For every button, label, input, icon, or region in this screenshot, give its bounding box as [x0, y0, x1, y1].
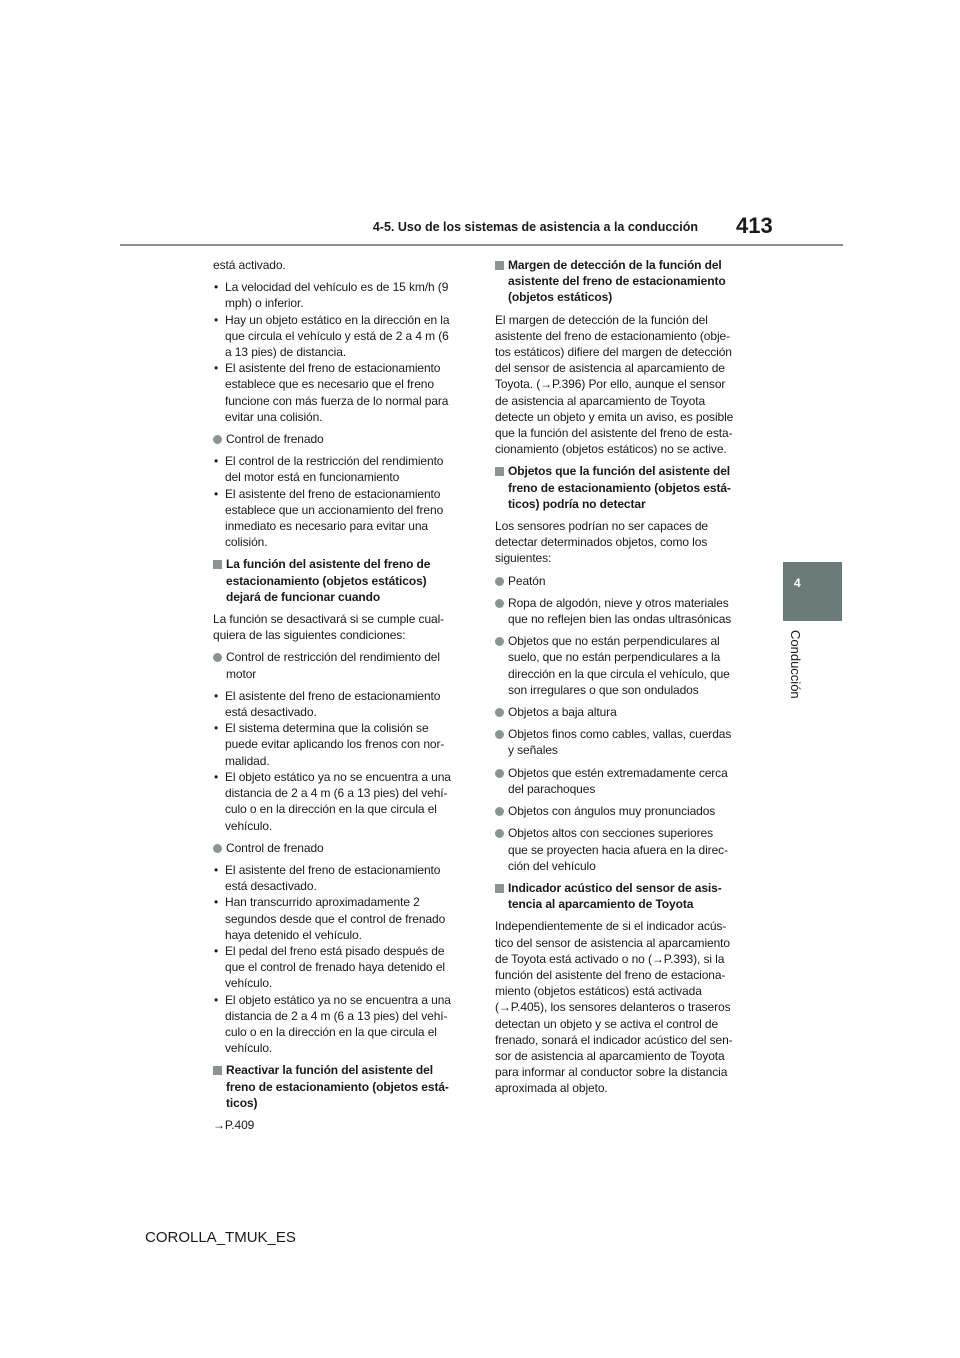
- text-line: El margen de detección de la función del: [495, 312, 708, 327]
- text-line: distancia de 2 a 4 m (6 a 13 pies) del vehí-: [225, 786, 448, 801]
- text-line: La velocidad del vehículo es de 15 km/h (9: [225, 280, 449, 295]
- text-line: está activado.: [213, 258, 286, 272]
- bullet-dot-icon: •: [214, 486, 219, 501]
- text-line: Control de frenado: [226, 840, 324, 855]
- text-line: está desactivado.: [225, 879, 317, 894]
- text-line: para informar al conductor sobre la distancia: [495, 1065, 728, 1080]
- sub-item: [213, 862, 481, 894]
- sub-item: [213, 360, 481, 425]
- bullet-dot-icon: •: [214, 454, 219, 469]
- text-line: Toyota. (→P.396) Por ello, aunque el sensor: [495, 377, 726, 392]
- text-line: El objeto estático ya no se encuentra a una: [225, 769, 451, 784]
- text-line: Objetos que no están perpendiculares al: [508, 634, 720, 649]
- circle-bullet-icon: [213, 435, 222, 444]
- text-line: haya detenido el vehículo.: [225, 927, 362, 942]
- text-line: Los sensores podrían no ser capaces de: [495, 519, 709, 534]
- text-line: dejará de funcionar cuando: [226, 589, 381, 604]
- text-line: Independientemente de si el indicador acús-: [495, 919, 727, 934]
- bullet-item: [495, 704, 761, 720]
- paragraph: [495, 518, 761, 567]
- text-line: que se proyecten hacia afuera en la direc-: [508, 842, 728, 857]
- text-line: siguientes:: [495, 551, 552, 566]
- text-line: (→P.405), los sensores delanteros o traseros: [495, 1000, 731, 1015]
- text-line: son irregulares o que son ondulados: [508, 682, 699, 697]
- sub-item: [213, 312, 481, 361]
- text-line: que no reflejen bien las ondas ultrasónicas: [508, 612, 732, 627]
- bullet-item: [495, 726, 761, 758]
- square-bullet-icon: [213, 1066, 222, 1075]
- text-line: El control de la restricción del rendimiento: [225, 454, 444, 469]
- text-line: frenado, sonará el indicador acústico del sen-: [495, 1032, 733, 1047]
- text-line: a 13 pies) de distancia.: [225, 345, 347, 360]
- text-line: inmediato es necesario para evitar una: [225, 519, 428, 534]
- section-heading: [213, 1062, 481, 1111]
- text-line: ticos): [226, 1095, 258, 1110]
- right-column: [495, 257, 761, 1103]
- text-line: Objetos que la función del asistente del: [508, 464, 731, 479]
- circle-bullet-icon: [213, 844, 222, 853]
- bullet-item: [495, 765, 761, 797]
- text-line: Peatón: [508, 573, 546, 588]
- text-line: función del asistente del freno de estaciona-: [495, 967, 726, 982]
- paragraph: [213, 1117, 481, 1133]
- text-line: El asistente del freno de estacionamiento: [225, 688, 441, 703]
- text-line: aproximada al objeto.: [495, 1081, 608, 1096]
- text-line: freno de estacionamiento (objetos está-: [226, 1079, 449, 1094]
- text-line: Indicador acústico del sensor de asis-: [508, 880, 722, 895]
- bullet-dot-icon: •: [214, 280, 219, 295]
- text-line: El asistente del freno de estacionamiento: [225, 862, 441, 877]
- square-bullet-icon: [495, 884, 504, 893]
- text-line: sor de asistencia al aparcamiento de Toyota: [495, 1048, 725, 1063]
- text-line: Objetos con ángulos muy pronunciados: [508, 804, 716, 819]
- text-line: motor: [226, 666, 257, 681]
- text-line: tencia al aparcamiento de Toyota: [508, 897, 694, 912]
- text-line: vehículo.: [225, 976, 273, 991]
- sub-item: [213, 453, 481, 485]
- bullet-dot-icon: •: [214, 943, 219, 958]
- text-line: Objetos altos con secciones superiores: [508, 826, 713, 841]
- header-divider: [120, 244, 843, 246]
- text-line: mph) o inferior.: [225, 296, 304, 311]
- circle-bullet-icon: [495, 599, 504, 608]
- sub-item: [213, 943, 481, 992]
- text-line: suelo, que no están perpendiculares a la: [508, 650, 721, 665]
- bullet-dot-icon: •: [214, 721, 219, 736]
- bullet-item: [495, 595, 761, 627]
- text-line: freno de estacionamiento (objetos está-: [508, 480, 731, 495]
- square-bullet-icon: [495, 261, 504, 270]
- chapter-label: Conducción: [788, 630, 803, 699]
- bullet-item: [495, 825, 761, 874]
- text-line: estacionamiento (objetos estáticos): [226, 573, 427, 588]
- left-column: [213, 257, 481, 1139]
- text-line: cionamiento (objetos estáticos) no se active.: [495, 442, 727, 457]
- chapter-tab: [783, 562, 842, 621]
- text-line: que circula el vehículo y está de 2 a 4 m (6: [225, 328, 449, 343]
- chapter-number: 4: [794, 576, 801, 590]
- sub-item: [213, 279, 481, 311]
- text-line: segundos desde que el control de frenado: [225, 911, 446, 926]
- bullet-item: [213, 649, 481, 681]
- bullet-dot-icon: •: [214, 895, 219, 910]
- text-line: miento (objetos estáticos) está activada: [495, 984, 702, 999]
- text-line: detectar determinados objetos, como los: [495, 535, 708, 550]
- text-line: establece que es necesario que el freno: [225, 377, 434, 392]
- text-line: →P.409: [213, 1117, 255, 1132]
- square-bullet-icon: [495, 467, 504, 476]
- text-line: Hay un objeto estático en la dirección en la: [225, 312, 450, 327]
- text-line: culo o en la dirección en la que circula el: [225, 802, 437, 817]
- sub-item: [213, 720, 481, 769]
- text-line: dirección en la que circula el vehículo, que: [508, 666, 730, 681]
- circle-bullet-icon: [495, 708, 504, 717]
- text-line: El asistente del freno de estacionamiento: [225, 361, 441, 376]
- text-line: asistente del freno de estacionamiento: [508, 274, 726, 289]
- text-line: (objetos estáticos): [508, 290, 613, 305]
- sub-item: [213, 688, 481, 720]
- text-line: La función se desactivará si se cumple cual-: [213, 612, 445, 627]
- bullet-item: [213, 431, 481, 447]
- text-line: El objeto estático ya no se encuentra a una: [225, 992, 451, 1007]
- section-heading: [213, 556, 481, 605]
- text-line: tos estáticos) difiere del margen de detección: [495, 345, 732, 360]
- bullet-dot-icon: •: [214, 992, 219, 1007]
- text-line: quiera de las siguientes condiciones:: [213, 628, 406, 643]
- section-heading: [495, 880, 761, 912]
- text-line: Control de restricción del rendimiento del: [226, 650, 440, 665]
- text-line: malidad.: [225, 753, 270, 768]
- text-line: evitar una colisión.: [225, 409, 323, 424]
- chapter-label-wrap: [783, 630, 813, 710]
- text-line: El sistema determina que la colisión se: [225, 721, 429, 736]
- text-line: asistente del freno de estacionamiento (obje-: [495, 328, 730, 343]
- text-line: Control de frenado: [226, 432, 324, 447]
- paragraph: [213, 611, 481, 643]
- text-line: Margen de detección de la función del: [508, 258, 722, 272]
- bullet-item: [495, 803, 761, 819]
- square-bullet-icon: [213, 560, 222, 569]
- text-line: El asistente del freno de estacionamiento: [225, 486, 441, 501]
- text-line: ticos) podría no detectar: [508, 496, 646, 511]
- text-line: del parachoques: [508, 781, 596, 796]
- sub-item: [213, 894, 481, 943]
- text-line: El pedal del freno está pisado después de: [225, 943, 445, 958]
- text-line: tico del sensor de asistencia al aparcamiento: [495, 935, 730, 950]
- text-line: vehículo.: [225, 1041, 273, 1056]
- sub-item: [213, 769, 481, 834]
- page-number: 413: [736, 213, 773, 238]
- text-line: funcione con más fuerza de lo normal para: [225, 393, 449, 408]
- text-line: La función del asistente del freno de: [226, 557, 431, 572]
- paragraph: [495, 918, 761, 1096]
- bullet-dot-icon: •: [214, 312, 219, 327]
- bullet-item: [213, 840, 481, 856]
- text-line: detectan un objeto y se activa el control de: [495, 1016, 719, 1031]
- text-line: ción del vehículo: [508, 858, 596, 873]
- bullet-item: [495, 633, 761, 698]
- text-line: Objetos finos como cables, vallas, cuerdas: [508, 727, 732, 742]
- paragraph: [495, 312, 761, 458]
- text-line: Objetos que estén extremadamente cerca: [508, 765, 728, 780]
- bullet-dot-icon: •: [214, 361, 219, 376]
- text-line: Ropa de algodón, nieve y otros materiales: [508, 595, 729, 610]
- circle-bullet-icon: [495, 769, 504, 778]
- text-line: está desactivado.: [225, 705, 317, 720]
- bullet-dot-icon: •: [214, 862, 219, 877]
- document-code: COROLLA_TMUK_ES: [145, 1229, 296, 1246]
- text-line: puede evitar aplicando los frenos con nor-: [225, 737, 445, 752]
- text-line: culo o en la dirección en la que circula el: [225, 1024, 437, 1039]
- bullet-dot-icon: •: [214, 769, 219, 784]
- text-line: colisión.: [225, 535, 268, 550]
- section-heading: [495, 463, 761, 512]
- text-line: Reactivar la función del asistente del: [226, 1063, 433, 1078]
- text-line: de asistencia al aparcamiento de Toyota: [495, 393, 706, 408]
- sub-item: [213, 486, 481, 551]
- bullet-dot-icon: •: [214, 688, 219, 703]
- section-title: 4-5. Uso de los sistemas de asistencia a la conducción: [372, 220, 698, 234]
- text-line: del motor está en funcionamiento: [225, 470, 400, 485]
- section-heading: [495, 257, 761, 306]
- text-line: Han transcurrido aproximadamente 2: [225, 895, 420, 910]
- text-line: que la función del asistente del freno de esta-: [495, 426, 733, 441]
- circle-bullet-icon: [495, 577, 504, 586]
- paragraph: [213, 257, 481, 273]
- text-line: que el control de frenado haya detenido el: [225, 960, 445, 975]
- sub-item: [213, 992, 481, 1057]
- text-line: distancia de 2 a 4 m (6 a 13 pies) del vehí-: [225, 1008, 448, 1023]
- text-line: establece que un accionamiento del freno: [225, 502, 444, 517]
- bullet-item: [495, 573, 761, 589]
- text-line: y señales: [508, 743, 558, 758]
- text-line: vehículo.: [225, 818, 273, 833]
- text-line: Objetos a baja altura: [508, 705, 617, 720]
- text-line: de Toyota está activado o no (→P.393), si la: [495, 951, 725, 966]
- text-line: detecte un objeto y emita un aviso, es posible: [495, 409, 734, 424]
- text-line: del sensor de asistencia al aparcamiento de: [495, 361, 725, 376]
